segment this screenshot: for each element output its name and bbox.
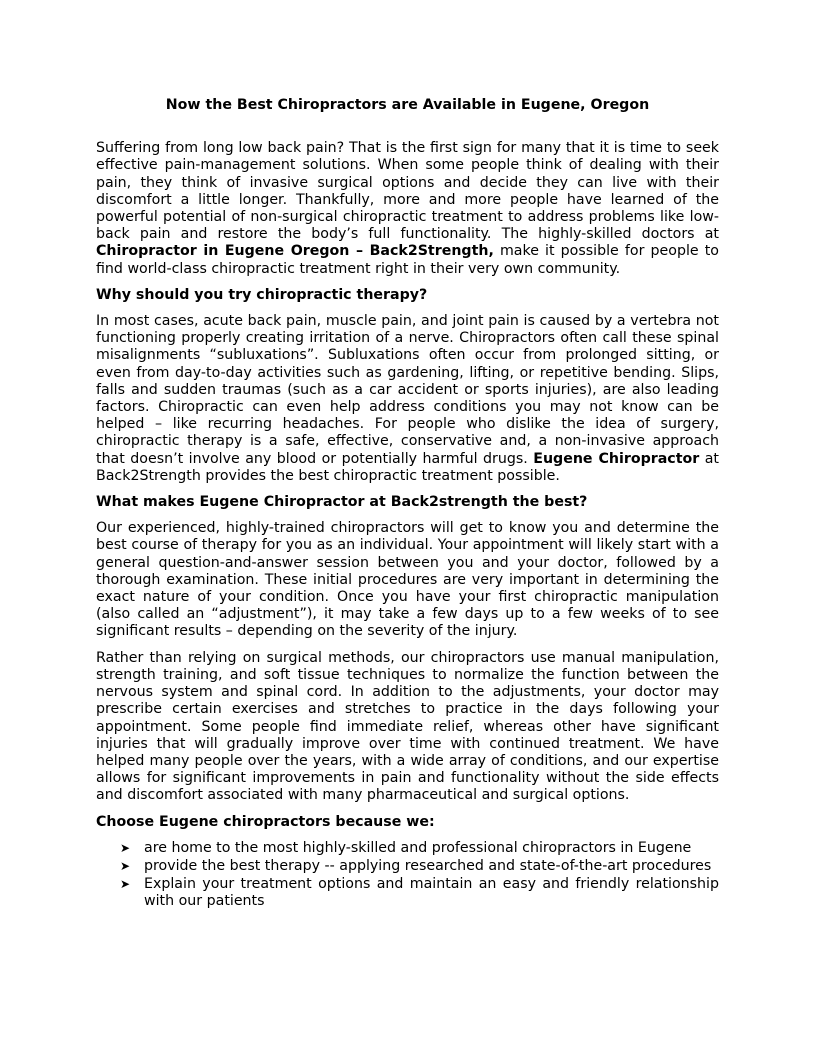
list-item-text: provide the best therapy -- applying researched and state-of-the-art procedures bbox=[144, 857, 712, 874]
list-item bbox=[96, 858, 719, 875]
arrowhead-bullet-icon: ➤ bbox=[120, 858, 131, 873]
why-text-start: In most cases, acute back pain, muscle pain, and joint pain is caused by a vertebra not functioning properly creating irritation of a nerve. Chiropractors often call these spinal misalignments “subluxations”. Subluxations often occur from prolonged sitting, or even from day-to-day activities such as gardening, lifting, or repetitive bending. Slips, falls and sudden traumas (such as a car accident or sports injuries), are also leading factors. Chiropractic can even help address conditions you may not know can be helped – like recurring headaches. For people who dislike the idea of surgery, chiropractic therapy is a safe, effective, conservative and, a non-invasive approach that doesn’t involve any blood or potentially harmful drugs. bbox=[96, 313, 719, 467]
document-page bbox=[96, 97, 719, 912]
document-title: Now the Best Chiropractors are Available in Eugene, Oregon bbox=[165, 97, 650, 113]
why-text-end: at Back2Strength provides the best chiropractic treatment possible. bbox=[96, 450, 719, 484]
arrowhead-bullet-icon: ➤ bbox=[120, 840, 131, 855]
intro-bold-business-name: Chiropractor in Eugene Oregon – Back2Strength, bbox=[96, 243, 494, 260]
list-item bbox=[96, 876, 719, 910]
what-makes-paragraph-1: Our experienced, highly-trained chiropractors will get to know you and determine the best course of therapy for you as an individual. Your appointment will likely start with a general question-and-answer session between you and your doctor, followed by a thorough examination. These initial procedures are very important in determining the exact nature of your condition. Once you have your first chiropractic manipulation (also called an “adjustment”), it may take a few days up to a few weeks of to see significant results – depending on the severity of the injury. bbox=[96, 520, 719, 640]
why-paragraph bbox=[96, 313, 719, 485]
intro-text-end: make it possible for people to find world-class chiropractic treatment right in their very own community. bbox=[96, 243, 719, 277]
list-item-text: are home to the most highly-skilled and professional chiropractors in Eugene bbox=[144, 839, 692, 856]
section-heading-choose: Choose Eugene chiropractors because we: bbox=[96, 813, 435, 830]
intro-text-start: Suffering from long low back pain? That is the first sign for many that it is time to seek effective pain-management solutions. When some people think of dealing with their pain, they think of invasive surgical options and decide they can live with their discomfort a little longer. Thankfully, more and more people have learned of the powerful potential of non-surgical chiropractic treatment to address problems like low-back pain and restore the body’s full functionality. The highly-skilled doctors at bbox=[96, 140, 719, 243]
choose-bullet-list bbox=[96, 840, 719, 911]
list-item bbox=[96, 840, 719, 857]
intro-paragraph bbox=[96, 140, 719, 278]
section-heading-why: Why should you try chiropractic therapy? bbox=[96, 286, 428, 303]
why-bold-eugene-chiropractor: Eugene Chiropractor bbox=[533, 450, 700, 467]
what-makes-paragraph-2: Rather than relying on surgical methods, our chiropractors use manual manipulation, strength training, and soft tissue techniques to normalize the function between the nervous system and spinal cord. In addition to the adjustments, your doctor may prescribe certain exercises and stretches to practice in the days following your appointment. Some people find immediate relief, whereas other have significant injuries that will gradually improve over time with continued treatment. We have helped many people over the years, with a wide array of conditions, and our expertise allows for significant improvements in pain and functionality without the side effects and discomfort associated with many pharmaceutical and surgical options. bbox=[96, 649, 719, 804]
section-heading-what-makes: What makes Eugene Chiropractor at Back2strength the best? bbox=[96, 494, 588, 511]
list-item-text: Explain your treatment options and maintain an easy and friendly relationship with our patients bbox=[144, 876, 719, 910]
arrowhead-bullet-icon: ➤ bbox=[120, 877, 131, 892]
